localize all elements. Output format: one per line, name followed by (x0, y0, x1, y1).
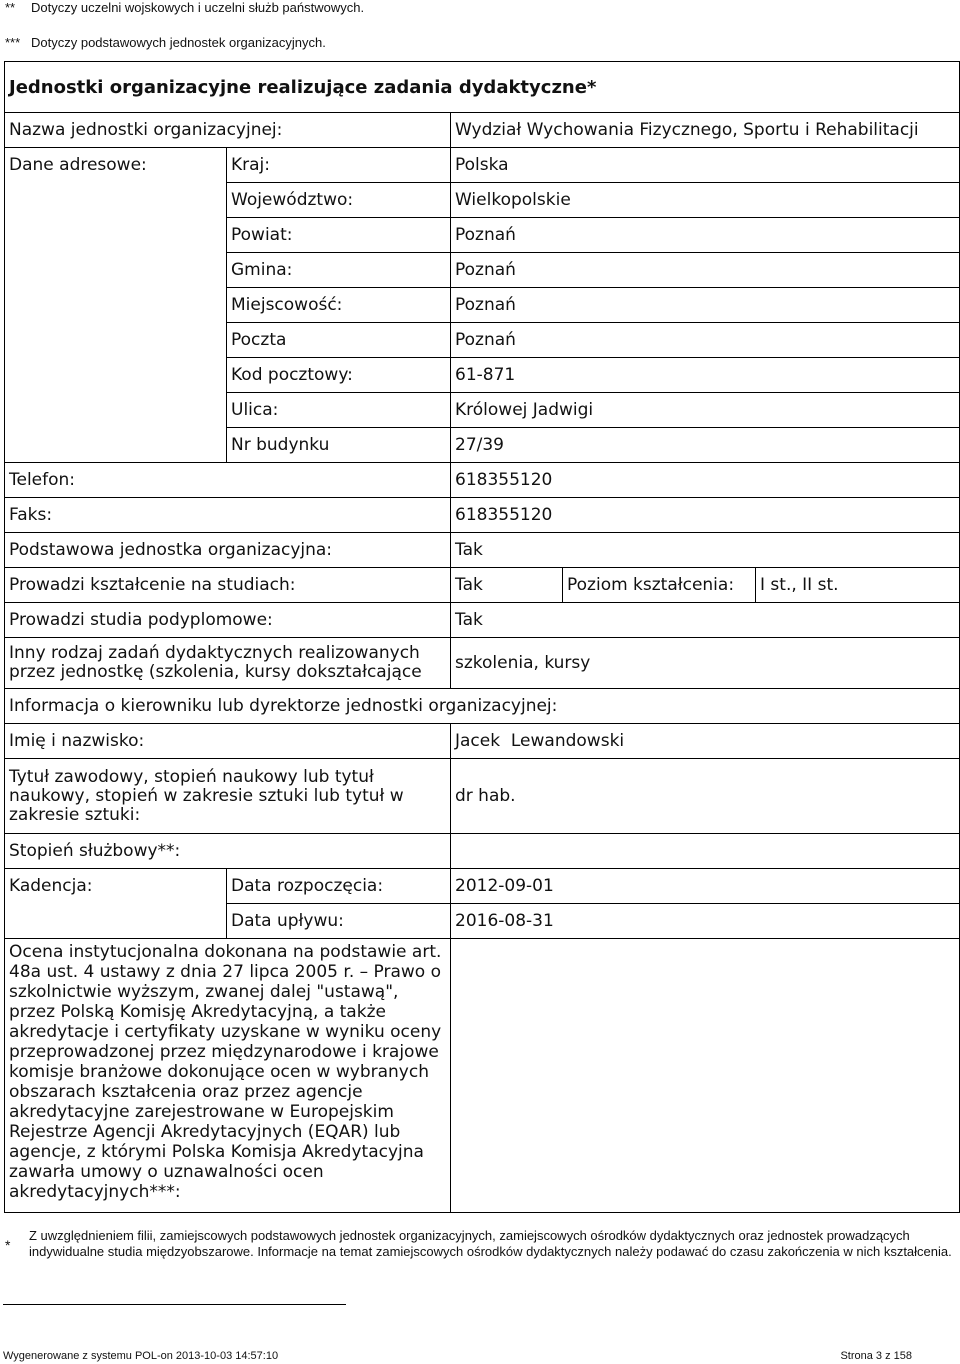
head-info-heading: Informacja o kierowniku lub dyrektorze jednostki organizacyjnej: (5, 689, 960, 724)
phone-label: Telefon: (5, 463, 451, 498)
address-row-value: Wielkopolskie (451, 183, 960, 218)
address-row-value: Poznań (451, 323, 960, 358)
unit-name-value: Wydział Wychowania Fizycznego, Sportu i Rehabilitacji (451, 113, 960, 148)
other-tasks-value: szkolenia, kursy (451, 638, 960, 689)
fax-value: 618355120 (451, 498, 960, 533)
bottom-note-marker: * (5, 1237, 11, 1253)
other-tasks-label: Inny rodzaj zadań dydaktycznych realizowanych przez jednostkę (szkolenia, kursy dokształcające (5, 638, 451, 689)
address-row-label: Ulica: (227, 393, 451, 428)
postgrad-value: Tak (451, 603, 960, 638)
address-row-label: Województwo: (227, 183, 451, 218)
section-title: Jednostki organizacyjne realizujące zadania dydaktyczne* (5, 62, 960, 113)
address-row-value: Poznań (451, 288, 960, 323)
address-row-value: Królowej Jadwigi (451, 393, 960, 428)
unit-name-label: Nazwa jednostki organizacyjnej: (5, 113, 451, 148)
term-end-label: Data upływu: (227, 904, 451, 939)
address-label: Dane adresowe: (5, 148, 227, 463)
address-row-value: 61-871 (451, 358, 960, 393)
studies-value: Tak (451, 568, 563, 603)
rank-value (451, 834, 960, 869)
footer-generated: Wygenerowane z systemu POL-on 2013-10-03 14:57:10 (3, 1350, 279, 1362)
studies-label: Prowadzi kształcenie na studiach: (5, 568, 451, 603)
head-name-label: Imię i nazwisko: (5, 724, 451, 759)
footnote-triple-star: *** Dotyczy podstawowych jednostek organizacyjnych. (5, 35, 326, 50)
head-title-value: dr hab. (451, 759, 960, 834)
unit-details-table (4, 61, 960, 1213)
basic-unit-label: Podstawowa jednostka organizacyjna: (5, 533, 451, 568)
address-row-label: Nr budynku (227, 428, 451, 463)
bottom-note-text: Z uwzględnieniem filii, zamiejscowych podstawowych jednostek organizacyjnych, zamiejscowych ośrodków dydaktycznych oraz jednostek prowadzących indywidualne studia międzyobszarowe. Informacje na temat zamiejscowych ośrodków dydaktycznych należy podawać do czasu zakończenia w nich kształcenia. (29, 1228, 952, 1259)
term-label: Kadencja: (5, 869, 227, 939)
address-row-label: Kraj: (227, 148, 451, 183)
head-name-value: Jacek Lewandowski (451, 724, 960, 759)
phone-value: 618355120 (451, 463, 960, 498)
address-row-value: 27/39 (451, 428, 960, 463)
address-row-label: Poczta (227, 323, 451, 358)
term-start-label: Data rozpoczęcia: (227, 869, 451, 904)
footer-page-number: Strona 3 z 158 (840, 1350, 912, 1362)
assessment-label: Ocena instytucjonalna dokonana na podstawie art. 48a ust. 4 ustawy z dnia 27 lipca 2005 r. – Prawo o szkolnictwie wyższym, zwanej dalej "ustawą", przez Polską Komisję Akredytacyjną, a także akredytacje i certyfikaty uzyskane w wyniku oceny przeprowadzonej przez międzynarodowe i krajowe komisje branżowe dokonujące ocen w wybranych obszarach kształcenia oraz przez agencje akredytacyjne zarejestrowane w Europejskim Rejestrze Agencji Akredytacyjnych (EQAR) lub agencje, z którymi Polska Komisja Akredytacyjna zawarła umowy o uznawalności ocen akredytacyjnych***: (5, 939, 451, 1213)
address-row-value: Poznań (451, 253, 960, 288)
address-row-value: Poznań (451, 218, 960, 253)
rank-label: Stopień służbowy**: (5, 834, 451, 869)
postgrad-label: Prowadzi studia podyplomowe: (5, 603, 451, 638)
footnote-double-star: ** Dotyczy uczelni wojskowych i uczelni służb państwowych. (5, 0, 365, 15)
study-level-label: Poziom kształcenia: (563, 568, 756, 603)
term-start-value: 2012-09-01 (451, 869, 960, 904)
basic-unit-value: Tak (451, 533, 960, 568)
address-row-label: Gmina: (227, 253, 451, 288)
head-title-label: Tytuł zawodowy, stopień naukowy lub tytuł naukowy, stopień w zakresie sztuki lub tytuł w zakresie sztuki: (5, 759, 451, 834)
address-row-label: Powiat: (227, 218, 451, 253)
term-end-value: 2016-08-31 (451, 904, 960, 939)
address-row-value: Polska (451, 148, 960, 183)
study-level-value: I st., II st. (756, 568, 960, 603)
footer-rule (3, 1304, 346, 1305)
address-row-label: Kod pocztowy: (227, 358, 451, 393)
assessment-value (451, 939, 960, 1213)
fax-label: Faks: (5, 498, 451, 533)
address-row-label: Miejscowość: (227, 288, 451, 323)
